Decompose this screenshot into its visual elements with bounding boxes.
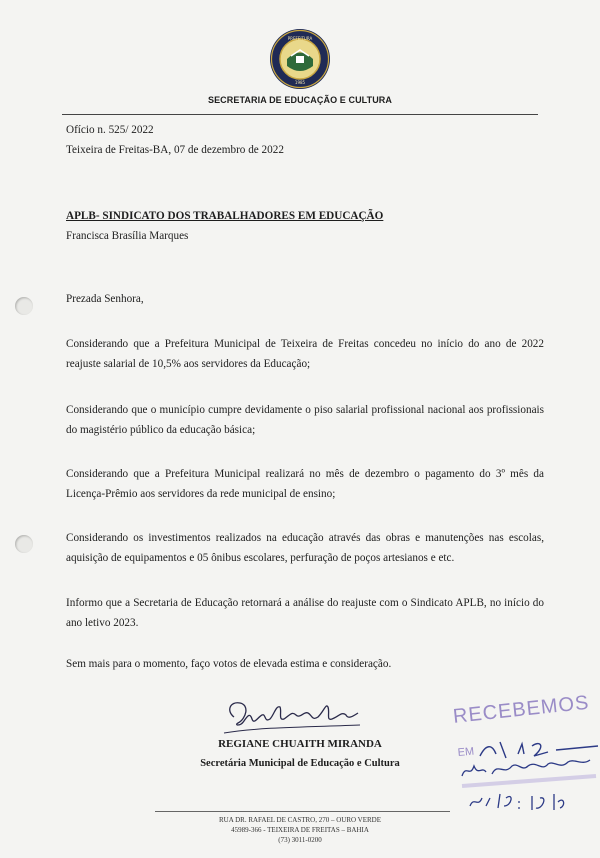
stamp-handwriting — [456, 736, 600, 816]
punch-hole-top — [15, 297, 33, 315]
footer-address-line1: RUA DR. RAFAEL DE CASTRO, 270 – OURO VERDE — [218, 816, 382, 824]
footer-address-line2: 45989-366 - TEIXEIRA DE FREITAS – BAHIA — [231, 826, 369, 834]
department-heading: SECRETARIA DE EDUCAÇÃO E CULTURA — [207, 95, 393, 105]
svg-text:1985: 1985 — [294, 80, 306, 85]
handwritten-signature — [220, 697, 365, 739]
municipal-seal-icon — [269, 28, 331, 90]
footer-phone: (73) 3011-0200 — [278, 836, 322, 844]
salutation: Prezada Senhora, — [66, 293, 144, 305]
punch-hole-bottom — [15, 535, 33, 553]
signer-title: Secretária Municipal de Educação e Cultura — [200, 758, 400, 769]
signer-name: REGIANE CHUAITH MIRANDA — [218, 738, 382, 750]
paragraph: Informo que a Secretaria de Educação retornará a análise do reajuste com o Sindicato APLB, no início do ano letivo 2023. — [66, 597, 544, 629]
office-number: Ofício n. 525/ 2022 — [66, 124, 154, 136]
paragraph: Considerando que o município cumpre devidamente o piso salarial profissional nacional aos profissionais do magistério público da educação básica; — [66, 404, 544, 436]
addressee-organization: APLB- SINDICATO DOS TRABALHADORES EM EDUCAÇÃO — [66, 210, 384, 222]
paragraph: Considerando que a Prefeitura Municipal de Teixeira de Freitas concedeu no início do ano de 2022 reajuste salarial de 10,5% aos servidores da Educação; — [66, 338, 544, 370]
svg-text:PREFEITURA: PREFEITURA — [287, 36, 313, 41]
paragraph: Considerando os investimentos realizados na educação através das obras e manutenções nas escolas, aquisição de equipamentos e 05 ônibus escolares, perfuração de poços artesianos e etc. — [66, 532, 544, 564]
received-stamp: RECEBEMOS — [452, 691, 591, 728]
addressee-name: Francisca Brasília Marques — [66, 230, 189, 242]
paragraph: Considerando que a Prefeitura Municipal realizará no mês de dezembro o pagamento do 3º mês da Licença-Prêmio aos servidores da rede municipal de ensino; — [66, 468, 544, 500]
closing: Sem mais para o momento, faço votos de elevada estima e consideração. — [66, 658, 392, 670]
svg-text:EM: EM — [457, 745, 475, 759]
footer-divider — [155, 811, 450, 812]
header-divider — [62, 114, 538, 115]
place-date: Teixeira de Freitas-BA, 07 de dezembro de 2022 — [66, 144, 284, 156]
